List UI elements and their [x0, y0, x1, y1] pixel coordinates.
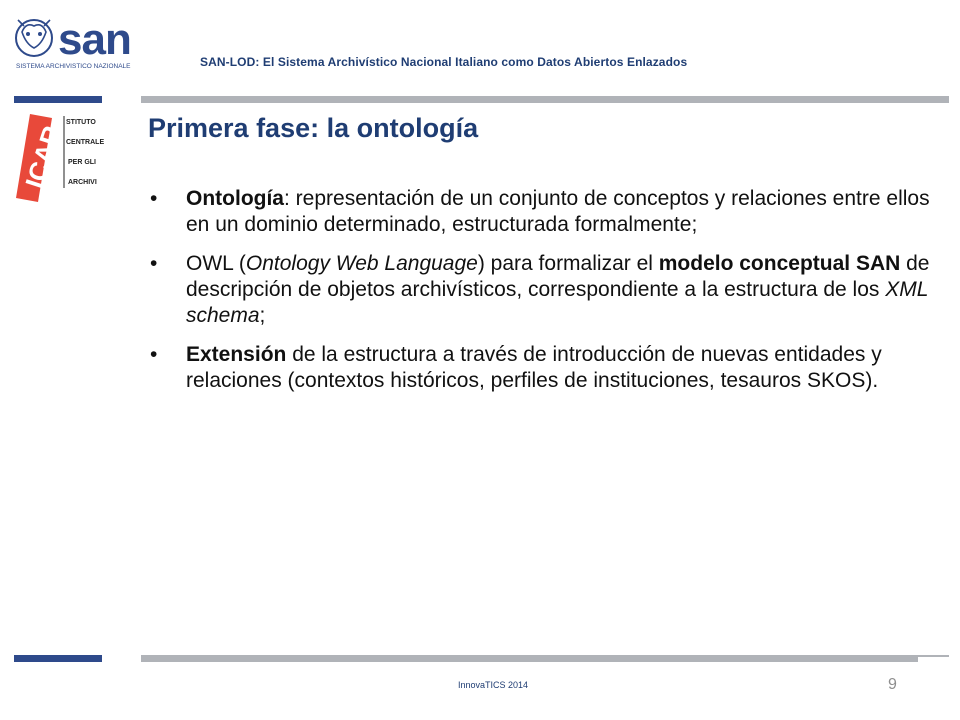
top-divider	[141, 96, 949, 103]
icar-line-2: CENTRALE	[66, 139, 105, 146]
header-subtitle: SAN-LOD: El Sistema Archivístico Nacional Italiano como Datos Abiertos Enlazados	[200, 55, 688, 69]
san-logo-subtitle: SISTEMA ARCHIVISTICO NAZIONALE	[16, 63, 131, 70]
top-left-accent-bar	[14, 96, 102, 103]
bullet-text-segment: Ontología	[186, 187, 284, 210]
footer-label: InnovaTICS 2014	[458, 680, 529, 690]
san-logo	[12, 14, 162, 76]
bullet-text-segment: de la estructura a través de introducción de nuevas entidades y relaciones (contextos históricos, perfiles de instituciones, tesauros SKOS).	[186, 343, 882, 392]
bullet-text-segment: modelo conceptual SAN	[658, 252, 901, 275]
bullet-text-segment: de descripción de objetos archivísticos, correspondiente a la estructura de los	[186, 252, 930, 301]
page-number: 9	[888, 676, 897, 693]
icar-logo	[8, 108, 120, 208]
icar-line-1: STITUTO	[66, 119, 96, 126]
bullet-item	[150, 186, 940, 238]
bullet-text-segment: ) para formalizar el	[477, 252, 659, 275]
bullet-dot-icon: •	[150, 187, 158, 210]
slide-title: Primera fase: la ontología	[148, 113, 479, 143]
bullet-text-segment: XML schema	[186, 278, 929, 327]
bullet-text-segment: Extensión	[186, 343, 287, 366]
bottom-left-accent-bar	[14, 655, 102, 662]
bottom-divider-gap	[918, 657, 949, 662]
icar-brand: ICAR	[19, 122, 68, 192]
bullet-text-segment: Ontology Web Language	[245, 252, 478, 275]
san-logo-wordmark: san	[58, 15, 131, 64]
bullet-text-segment: ;	[259, 304, 266, 327]
bullet-dot-icon: •	[150, 252, 158, 275]
icar-line-4: ARCHIVI	[68, 179, 97, 186]
bullet-dot-icon: •	[150, 343, 158, 366]
icar-line-3: PER GLI	[68, 159, 97, 166]
bullet-item	[150, 342, 940, 394]
bullet-text-segment: : representación de un conjunto de conceptos y relaciones entre ellos en un dominio determinado, estructurada formalmente;	[186, 187, 930, 236]
san-emblem-icon	[16, 20, 52, 56]
bottom-divider	[141, 655, 949, 662]
bullet-list	[150, 186, 940, 407]
bullet-text-segment: OWL (	[186, 252, 246, 275]
bullet-item	[150, 251, 940, 329]
